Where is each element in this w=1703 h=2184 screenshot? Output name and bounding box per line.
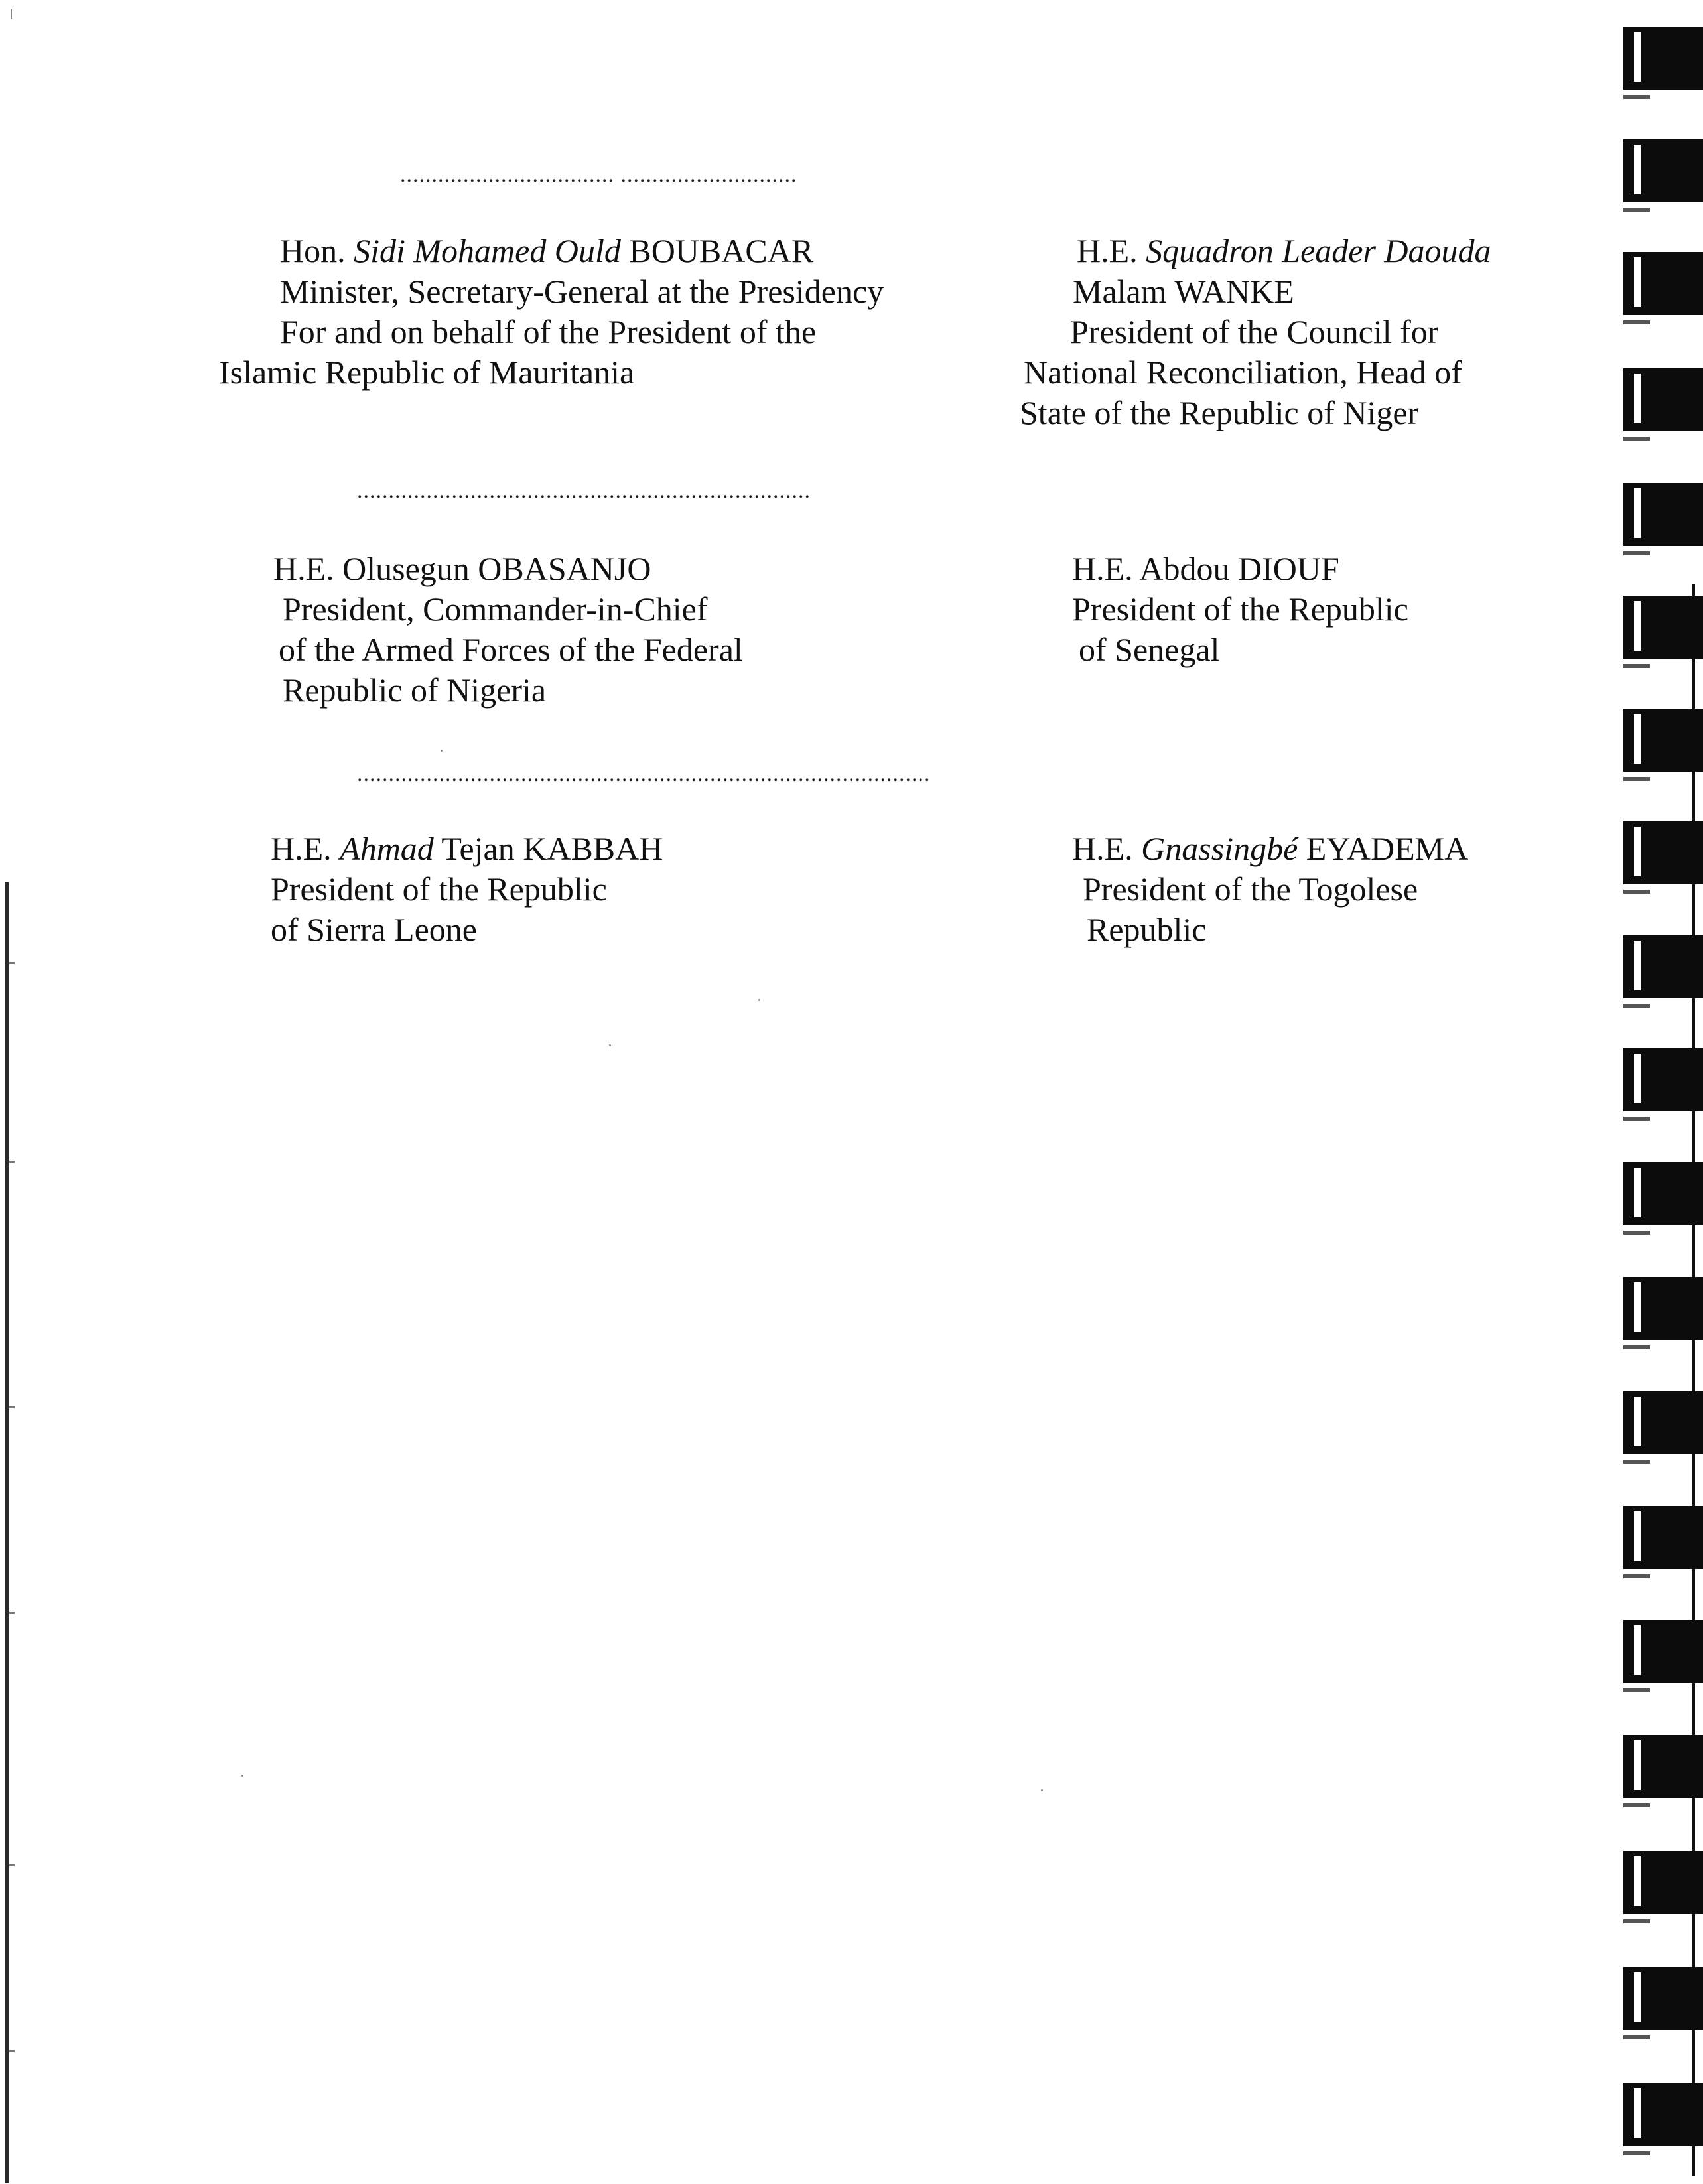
scan-edge-tick (9, 1161, 15, 1163)
signatory-title-line: of the Armed Forces of the Federal (279, 631, 743, 668)
scan-speck (241, 1775, 243, 1777)
name-surname: EYADEMA (1298, 830, 1469, 867)
signature-line: .................................. ............................ (400, 163, 797, 187)
binding-tab (1623, 1162, 1703, 1225)
signatory-name (1072, 829, 1468, 869)
binding-tab (1623, 1851, 1703, 1914)
signatory-togo (1072, 829, 1468, 950)
signatory-niger (1020, 231, 1491, 433)
signatory-name (271, 829, 663, 869)
signatory-title-line: President of the Togolese (1083, 870, 1418, 908)
binding-tab (1623, 1735, 1703, 1798)
signatory-mauritania (219, 231, 884, 393)
name-italic: Ahmad (340, 830, 434, 867)
signatory-title-line: President, Commander-in-Chief (283, 590, 708, 628)
binding-tab (1623, 252, 1703, 315)
scan-edge-bar (5, 882, 9, 2183)
scan-edge-tick (9, 2050, 15, 2052)
binding-tab (1623, 821, 1703, 884)
binding-tab (1623, 368, 1703, 431)
signatory-title-line: President of the Republic (1072, 590, 1408, 628)
name-surname: BOUBACAR (620, 232, 814, 269)
name-surname: Tejan KABBAH (433, 830, 663, 867)
binding-tab (1623, 483, 1703, 546)
signatory-sierra-leone (271, 829, 663, 950)
signature-line: ........................................................................ (357, 478, 811, 503)
scan-edge-tick (9, 1864, 15, 1866)
signatory-nigeria (273, 549, 743, 711)
title-prefix: H.E. (1072, 830, 1142, 867)
scan-speck (758, 999, 760, 1001)
name-italic: Sidi Mohamed Ould (354, 232, 621, 269)
signatory-title-line: National Reconciliation, Head of (1024, 354, 1462, 391)
name-italic: Gnassingbé (1141, 830, 1298, 867)
binding-tab (1623, 1277, 1703, 1340)
binding-tab (1623, 1967, 1703, 2030)
name-italic: Squadron Leader Daouda (1146, 232, 1491, 269)
scan-mark (11, 9, 12, 19)
scan-speck (1041, 1789, 1043, 1791)
signatory-title-line: Republic of Nigeria (283, 671, 547, 709)
signatory-name-continued: Malam WANKE (1073, 273, 1294, 310)
scan-edge-tick (9, 1406, 15, 1408)
scan-speck (441, 750, 443, 752)
title-prefix: H.E. (1077, 232, 1146, 269)
signatory-title-line: Republic (1087, 911, 1207, 948)
binding-tab (1623, 596, 1703, 659)
signatory-name: H.E. Olusegun OBASANJO (273, 550, 651, 587)
title-prefix: H.E. (271, 830, 340, 867)
scan-edge-tick (9, 1612, 15, 1614)
binding-tab (1623, 709, 1703, 772)
binding-tab (1623, 1506, 1703, 1569)
scan-edge-tick (9, 962, 15, 964)
signature-line: ........................................................................................... (357, 762, 931, 786)
binding-tab (1623, 1391, 1703, 1454)
scan-speck (609, 1044, 611, 1046)
binding-tab (1623, 2083, 1703, 2146)
title-prefix: Hon. (280, 232, 354, 269)
signatory-title-line: State of the Republic of Niger (1020, 394, 1419, 431)
signatory-title-line: President of the Council for (1070, 313, 1439, 350)
binding-tab (1623, 1620, 1703, 1683)
binding-tab (1623, 27, 1703, 90)
signatory-title-line: Islamic Republic of Mauritania (219, 354, 635, 391)
signatory-senegal (1072, 549, 1408, 670)
signatory-title-line: of Senegal (1079, 631, 1220, 668)
binding-tab (1623, 1048, 1703, 1111)
comb-binding (1610, 0, 1703, 2184)
binding-tab (1623, 139, 1703, 202)
signatory-title-line: Minister, Secretary-General at the Presidency (280, 273, 884, 310)
signatory-name (219, 231, 884, 271)
signatory-name: H.E. Abdou DIOUF (1072, 550, 1339, 587)
signatory-title-line: For and on behalf of the President of the (280, 313, 817, 350)
binding-tab (1623, 935, 1703, 998)
scan-edge-artifact (0, 882, 15, 2183)
signatory-title-line: of Sierra Leone (271, 911, 477, 948)
signatory-name (1020, 231, 1491, 271)
signatory-title-line: President of the Republic (271, 870, 607, 908)
